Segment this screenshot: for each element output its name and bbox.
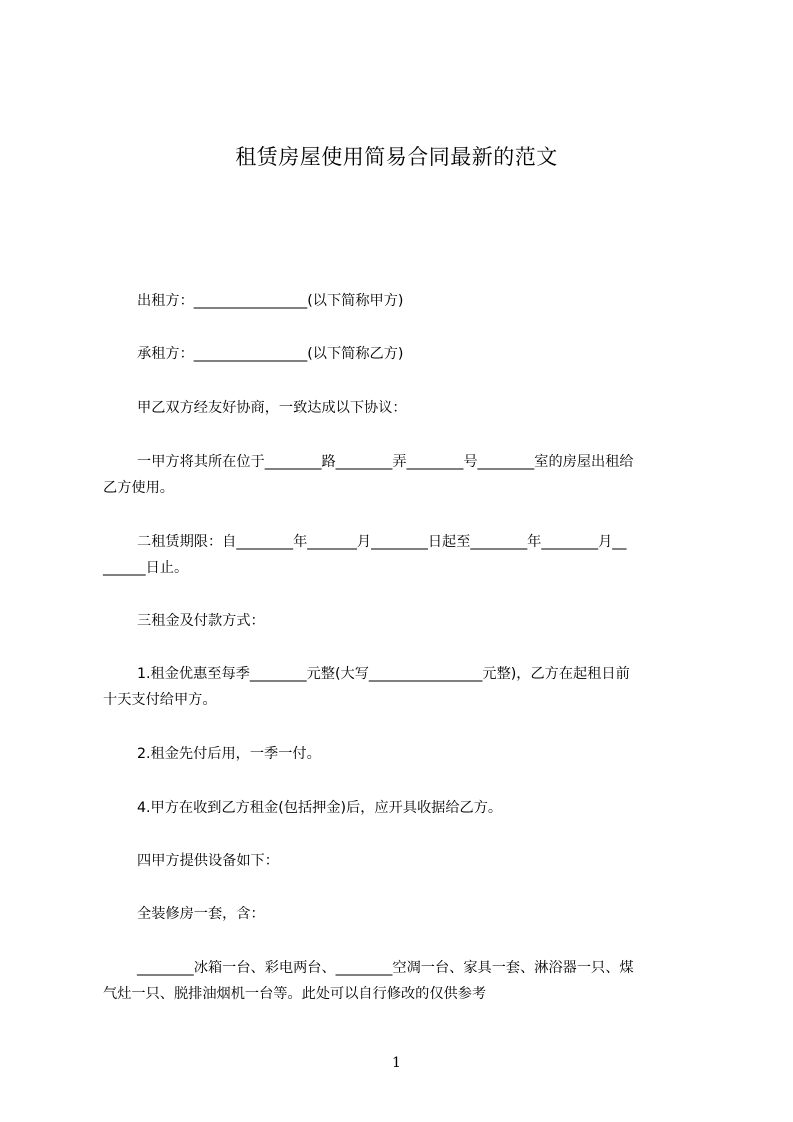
paragraph-lessee — [103, 341, 703, 367]
paragraph-line: 1.租金优惠至每季________元整(大写________________元整)，乙方在起租日前 — [137, 666, 630, 682]
page-number: 1 — [392, 1055, 401, 1071]
paragraph-line: 三租金及付款方式： — [137, 613, 265, 629]
paragraph-item-4 — [103, 795, 703, 821]
paragraph-item-1 — [103, 661, 703, 713]
paragraph-line: 一甲方将其所在位于________路________弄________号________室的房屋出租给 — [137, 454, 634, 470]
paragraph-line: ________冰箱一台、彩电两台、________空凋一台、家具一套、淋浴器一只、煤 — [137, 960, 634, 976]
paragraph-clause-2 — [103, 529, 703, 581]
paragraph-line: 2.租金先付后用，一季一付。 — [137, 746, 321, 762]
paragraph-line: 四甲方提供设备如下： — [137, 853, 279, 869]
paragraph-line: 出租方：________________(以下简称甲方) — [137, 293, 404, 309]
paragraph-line: 全装修房一套，含： — [137, 906, 265, 922]
paragraph-lessor — [103, 288, 703, 314]
paragraph-clause-3 — [103, 608, 703, 634]
paragraph-line: 气灶一只、脱排油烟机一台等。此处可以自行修改的仅供参考 — [103, 986, 487, 1002]
paragraph-line: 承租方：________________(以下简称乙方) — [137, 346, 404, 362]
paragraph-line: 甲乙双方经友好协商，一致达成以下协议： — [137, 400, 407, 416]
paragraph-item-2 — [103, 741, 703, 767]
paragraph-line: 十天支付给甲方。 — [103, 692, 217, 708]
paragraph-clause-4 — [103, 848, 703, 874]
paragraph-clause-1 — [103, 449, 703, 501]
paragraph-line: 4.甲方在收到乙方租金(包括押金)后，应开具收据给乙方。 — [137, 800, 503, 816]
paragraph-equipment — [103, 955, 703, 1007]
document-title: 租赁房屋使用简易合同最新的范文 — [235, 145, 558, 169]
paragraph-line: ______日止。 — [103, 560, 189, 576]
paragraph-line: 二租赁期限：自________年_______月________日起至________年________月__ — [137, 534, 627, 550]
paragraph-line: 乙方使用。 — [103, 480, 174, 496]
paragraph-furnished — [103, 901, 703, 927]
paragraph-agreement-intro — [103, 395, 703, 421]
